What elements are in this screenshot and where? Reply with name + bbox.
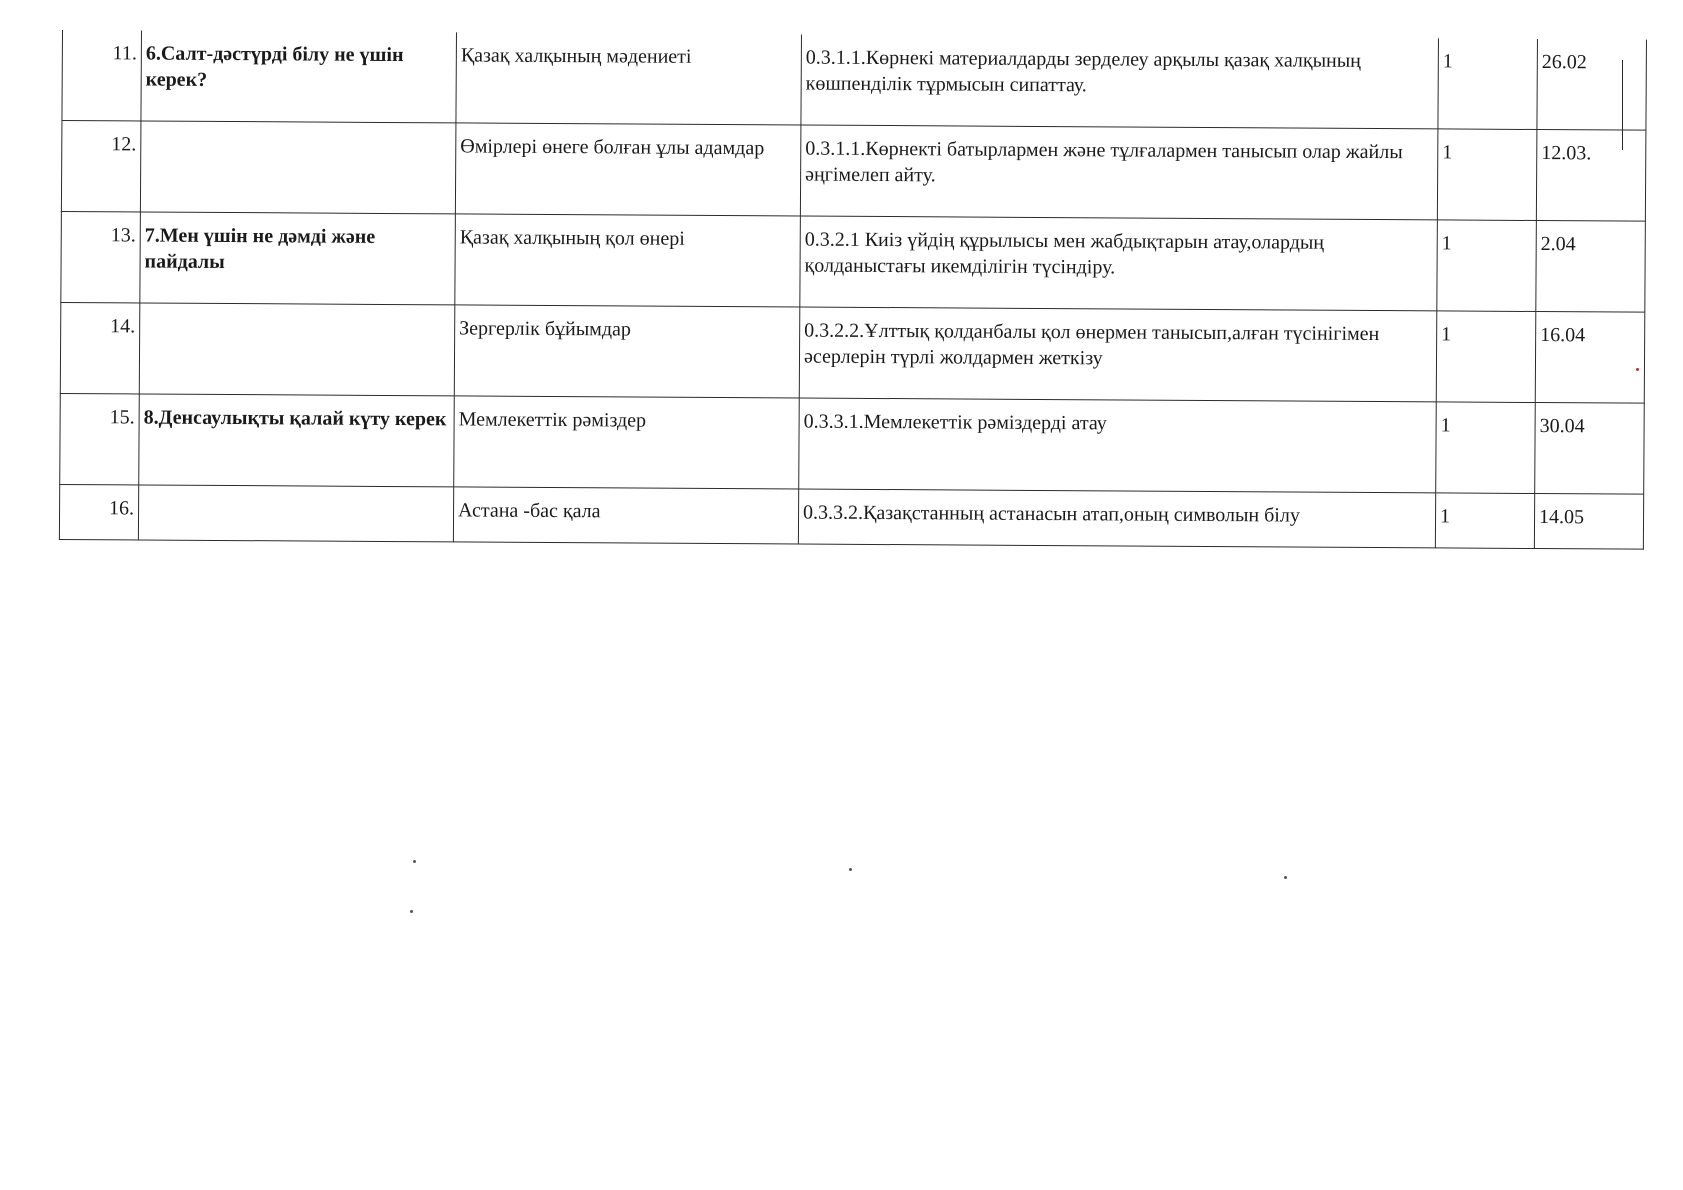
- section-title: [139, 303, 455, 396]
- learning-objective: 0.3.1.1.Көрнекті батырлармен және тұлғалармен танысып олар жайлы әңгімелеп айту.: [800, 125, 1438, 220]
- lesson-plan-table: [59, 30, 1647, 550]
- hours-count: 1: [1436, 402, 1536, 494]
- lesson-date: 30.04: [1535, 403, 1645, 495]
- hours-count: 1: [1438, 38, 1538, 129]
- lesson-plan-table-wrapper: [59, 30, 1620, 550]
- lesson-date: 2.04: [1536, 221, 1646, 313]
- section-title: 8.Денсаулықты қалай күту керек: [139, 394, 455, 487]
- lesson-topic: Қазақ халқының мәдениеті: [456, 32, 802, 125]
- hours-count: 1: [1437, 129, 1537, 221]
- hours-count: 1: [1435, 493, 1534, 549]
- scan-speck: [413, 860, 416, 863]
- lesson-date: 12.03.: [1536, 130, 1646, 222]
- table-row: [60, 393, 1645, 494]
- scan-speck: [410, 910, 413, 913]
- lesson-date: 14.05: [1534, 494, 1643, 550]
- section-title: [140, 121, 456, 214]
- scan-speck: [849, 868, 852, 871]
- section-title: [138, 485, 453, 542]
- lesson-topic: Мемлекеттік рәміздер: [454, 396, 800, 489]
- scan-speck: [1636, 368, 1639, 371]
- lesson-date: 16.04: [1535, 312, 1645, 404]
- learning-objective: 0.3.2.1 Киіз үйдің құрылысы мен жабдықтарын атау,олардың қолданыстағы икемділігін түсіндіру.: [800, 216, 1438, 311]
- hours-count: 1: [1437, 220, 1537, 312]
- table-row: [61, 121, 1646, 222]
- learning-objective: 0.3.3.2.Қазақстанның астанасын атап,оның символын білу: [798, 489, 1435, 548]
- table-row: [61, 211, 1646, 312]
- learning-objective: 0.3.1.1.Көрнекі материалдарды зерделеу арқылы қазақ халқының көшпенділік тұрмысын сипаттау.: [801, 35, 1439, 129]
- row-number: 16.: [59, 484, 138, 539]
- lesson-topic: Өмірлері өнеге болған ұлы адамдар: [455, 123, 801, 216]
- hours-count: 1: [1436, 311, 1536, 403]
- lesson-date: 26.02: [1537, 39, 1647, 130]
- row-number: 15.: [60, 393, 140, 484]
- learning-objective: 0.3.2.2.Ұлттық қолданбалы қол өнермен танысып,алған түсінігімен әсерлерін түрлі жолдармен жеткізу: [799, 307, 1437, 402]
- scan-speck: [1284, 876, 1287, 879]
- lesson-topic: Қазақ халқының қол өнері: [455, 214, 801, 307]
- table-row: [62, 30, 1647, 130]
- lesson-topic: Зергерлік бұйымдар: [454, 305, 800, 398]
- row-number: 14.: [60, 302, 140, 393]
- table-row: [59, 484, 1643, 549]
- section-title: 6.Салт-дәстүрді білу не үшін керек?: [141, 30, 457, 122]
- learning-objective: 0.3.3.1.Мемлекеттік рәміздерді атау: [799, 398, 1437, 493]
- row-number: 12.: [61, 121, 141, 212]
- table-row: [60, 302, 1645, 403]
- row-number: 11.: [62, 30, 142, 121]
- row-number: 13.: [61, 211, 141, 302]
- section-title: 7.Мен үшін не дәмді және пайдалы: [140, 212, 456, 305]
- lesson-topic: Астана -бас қала: [453, 487, 798, 544]
